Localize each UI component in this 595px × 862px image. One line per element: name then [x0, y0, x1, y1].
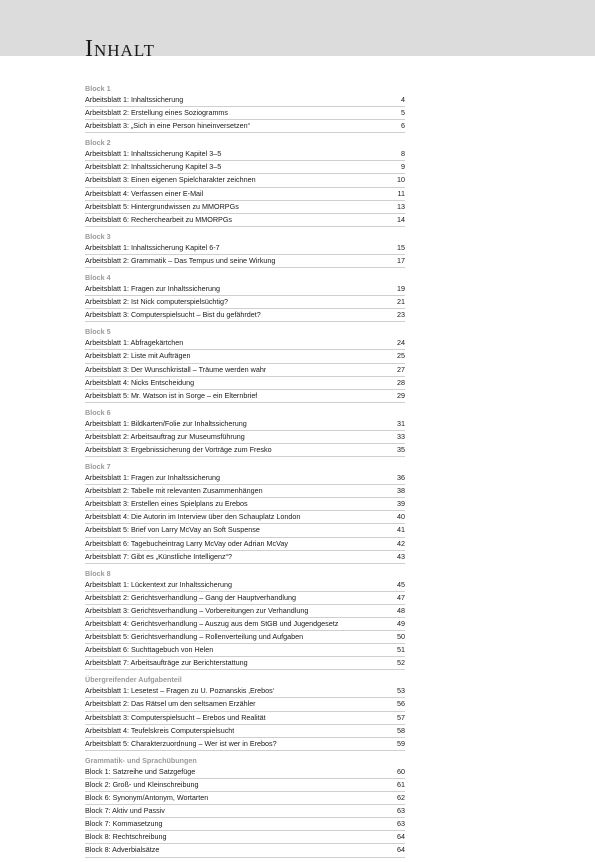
- toc-entry-page: 60: [397, 766, 405, 776]
- toc-entry-label: Arbeitsblatt 3: Computerspielsucht – Erebos und Realität: [85, 712, 266, 722]
- toc-entry[interactable]: [85, 712, 405, 725]
- toc-entry-page: 53: [397, 686, 405, 696]
- toc-entry[interactable]: [85, 644, 405, 657]
- section-title: Block 8: [85, 568, 111, 578]
- toc-entry-page: 43: [397, 551, 405, 561]
- toc-entry-label: Block 6: Synonym/Antonym, Wortarten: [85, 793, 209, 803]
- toc-entry[interactable]: [85, 350, 405, 363]
- toc-entry-label: Arbeitsblatt 3: Erstellen eines Spielplans zu Erebos: [85, 499, 248, 509]
- toc-entry[interactable]: [85, 214, 405, 227]
- toc-entry[interactable]: [85, 148, 405, 161]
- toc-entry[interactable]: [85, 766, 405, 779]
- toc-section: [85, 137, 405, 227]
- toc-entry[interactable]: [85, 188, 405, 201]
- toc-entry-label: Arbeitsblatt 2: Erstellung eines Soziogramms: [85, 108, 229, 118]
- toc-entry-label: Arbeitsblatt 2: Inhaltssicherung Kapitel 3–5: [85, 162, 222, 172]
- toc-entry-label: Arbeitsblatt 5: Brief von Larry McVay an Soft Suspense: [85, 525, 260, 535]
- toc-entry-page: 33: [397, 431, 405, 441]
- toc-entry-label: Arbeitsblatt 2: Liste mit Aufträgen: [85, 351, 191, 361]
- toc-entry[interactable]: [85, 592, 405, 605]
- toc-entry-label: Arbeitsblatt 5: Gerichtsverhandlung – Rollenverteilung und Aufgaben: [85, 632, 304, 642]
- toc-entry-page: 50: [397, 632, 405, 642]
- toc-entry-page: 41: [397, 525, 405, 535]
- toc-entry[interactable]: [85, 283, 405, 296]
- toc-entry[interactable]: [85, 120, 405, 133]
- toc-entry-label: Arbeitsblatt 7: Gibt es „Künstliche Intelligenz“?: [85, 551, 233, 561]
- toc-entry-label: Arbeitsblatt 2: Arbeitsauftrag zur Museumsführung: [85, 431, 245, 441]
- toc-entry-page: 38: [397, 486, 405, 496]
- toc-entry-page: 17: [397, 255, 405, 265]
- toc-entry-page: 57: [397, 712, 405, 722]
- toc-entry[interactable]: [85, 255, 405, 268]
- toc-entry[interactable]: [85, 242, 405, 255]
- toc-entry-label: Arbeitsblatt 6: Tagebucheintrag Larry McVay oder Adrian McVay: [85, 538, 288, 548]
- toc-entry[interactable]: [85, 418, 405, 431]
- toc-entry-label: Arbeitsblatt 2: Tabelle mit relevanten Zusammenhängen: [85, 486, 263, 496]
- toc-entry[interactable]: [85, 738, 405, 751]
- toc-section: [85, 231, 405, 268]
- toc-entry-page: 10: [397, 175, 405, 185]
- toc-entry-page: 28: [397, 377, 405, 387]
- toc-entry-page: 49: [397, 619, 405, 628]
- toc-entry-page: 51: [397, 645, 405, 655]
- toc-entry-page: 48: [397, 605, 405, 615]
- toc-entry[interactable]: [85, 472, 405, 485]
- toc-entry-page: 14: [397, 214, 405, 224]
- toc-entry[interactable]: [85, 94, 405, 107]
- toc-entry-label: Arbeitsblatt 5: Hintergrundwissen zu MMORPGs: [85, 201, 239, 211]
- toc-entry-page: 47: [397, 592, 405, 602]
- toc-entry-page: 52: [397, 658, 405, 668]
- toc-entry-label: Arbeitsblatt 1: Fragen zur Inhaltssicherung: [85, 473, 221, 483]
- toc-entry-label: Arbeitsblatt 4: Verfassen einer E-Mail: [85, 188, 204, 198]
- toc-entry-page: 64: [397, 845, 405, 855]
- toc-entry-page: 27: [397, 364, 405, 374]
- toc-entry[interactable]: [85, 390, 405, 403]
- toc-entry[interactable]: [85, 538, 405, 551]
- toc-entry-page: 15: [397, 242, 405, 252]
- toc-section: [85, 272, 405, 322]
- toc-section: [85, 461, 405, 564]
- toc-entry-page: 63: [397, 806, 405, 816]
- toc-entry-label: Arbeitsblatt 1: Bildkarten/Folie zur Inhaltssicherung: [85, 418, 247, 428]
- toc-entry-label: Arbeitsblatt 1: Lesetest – Fragen zu U. Poznanskis ‚Erebos‘: [85, 686, 275, 696]
- toc-entry[interactable]: [85, 498, 405, 511]
- toc-entry-page: 42: [397, 538, 405, 548]
- toc-entry[interactable]: [85, 779, 405, 792]
- toc-entry[interactable]: [85, 174, 405, 187]
- toc-entry-label: Block 8: Rechtschreibung: [85, 832, 167, 842]
- toc-section: [85, 755, 405, 858]
- toc-entry-label: Arbeitsblatt 3: Der Wunschkristall – Träume werden wahr: [85, 364, 267, 374]
- toc-entry-page: 63: [397, 819, 405, 829]
- toc-entry-page: 25: [397, 351, 405, 361]
- toc-entry-label: Arbeitsblatt 4: Nicks Entscheidung: [85, 377, 195, 387]
- toc-entry[interactable]: [85, 725, 405, 738]
- toc-entry-label: Arbeitsblatt 1: Inhaltssicherung Kapitel 6-7: [85, 242, 220, 252]
- toc-section: [85, 326, 405, 402]
- table-of-contents: [85, 82, 405, 862]
- toc-entry-page: 59: [397, 738, 405, 748]
- toc-entry-page: 39: [397, 499, 405, 509]
- toc-entry-label: Arbeitsblatt 6: Recherchearbeit zu MMORPGs: [85, 214, 232, 224]
- toc-entry[interactable]: [85, 337, 405, 350]
- toc-entry-label: Arbeitsblatt 6: Suchttagebuch von Helen: [85, 645, 214, 655]
- section-title: Block 6: [85, 407, 111, 417]
- toc-entry-label: Arbeitsblatt 5: Mr. Watson ist in Sorge – ein Elternbrief: [85, 390, 258, 400]
- toc-entry-page: 13: [397, 201, 405, 211]
- toc-section: [85, 674, 405, 750]
- toc-entry[interactable]: [85, 657, 405, 670]
- toc-entry-page: 45: [397, 579, 405, 589]
- toc-entry-page: 6: [401, 121, 405, 131]
- toc-entry-label: Arbeitsblatt 2: Grammatik – Das Tempus und seine Wirkung: [85, 255, 276, 265]
- toc-entry-label: Arbeitsblatt 2: Das Rätsel um den seltsamen Erzähler: [85, 699, 256, 709]
- toc-entry[interactable]: [85, 296, 405, 309]
- toc-entry-label: Arbeitsblatt 3: „Sich in eine Person hineinversetzen“: [85, 121, 251, 131]
- toc-entry[interactable]: [85, 161, 405, 174]
- toc-entry-label: Block 2: Groß- und Kleinschreibung: [85, 779, 199, 789]
- toc-entry-label: Arbeitsblatt 3: Gerichtsverhandlung – Vorbereitungen zur Verhandlung: [85, 605, 309, 615]
- toc-section: [85, 568, 405, 671]
- toc-entry-label: Arbeitsblatt 4: Teufelskreis Computerspielsucht: [85, 725, 235, 735]
- toc-entry[interactable]: [85, 698, 405, 711]
- toc-entry[interactable]: [85, 201, 405, 214]
- toc-entry[interactable]: [85, 511, 405, 524]
- section-title: Block 1: [85, 84, 111, 93]
- toc-entry[interactable]: [85, 551, 405, 564]
- toc-entry-label: Block 1: Satzreihe und Satzgefüge: [85, 766, 196, 776]
- toc-entry-page: 8: [401, 149, 405, 159]
- toc-entry[interactable]: [85, 364, 405, 377]
- toc-entry-label: Arbeitsblatt 1: Fragen zur Inhaltssicherung: [85, 284, 221, 294]
- toc-entry[interactable]: [85, 844, 405, 857]
- section-title: Block 2: [85, 138, 111, 148]
- section-title: Block 7: [85, 462, 111, 472]
- toc-entry[interactable]: [85, 618, 405, 631]
- toc-entry-label: Block 8: Adverbialsätze: [85, 845, 160, 855]
- toc-entry-label: Arbeitsblatt 3: Computerspielsucht – Bist du gefährdet?: [85, 310, 261, 320]
- toc-entry[interactable]: [85, 579, 405, 592]
- toc-entry-page: 36: [397, 473, 405, 483]
- toc-entry[interactable]: [85, 605, 405, 618]
- toc-entry-label: Arbeitsblatt 2: Gerichtsverhandlung – Gang der Hauptverhandlung: [85, 592, 296, 602]
- toc-entry-label: Arbeitsblatt 3: Einen eigenen Spielcharakter zeichnen: [85, 175, 256, 185]
- toc-entry-page: 21: [397, 297, 405, 307]
- toc-entry[interactable]: [85, 485, 405, 498]
- toc-entry-label: Arbeitsblatt 4: Gerichtsverhandlung – Auszug aus dem StGB und Jugendgesetz: [85, 619, 339, 628]
- toc-entry-label: Arbeitsblatt 4: Die Autorin im Interview über den Schauplatz London: [85, 512, 301, 522]
- section-title: Block 3: [85, 231, 111, 241]
- toc-entry-page: 62: [397, 793, 405, 803]
- toc-entry[interactable]: [85, 309, 405, 322]
- toc-entry-label: Arbeitsblatt 3: Ergebnissicherung der Vorträge zum Fresko: [85, 444, 272, 454]
- toc-entry[interactable]: [85, 831, 405, 844]
- page-title: Inhalt: [85, 36, 156, 62]
- toc-entry-page: 23: [397, 310, 405, 320]
- toc-entry-label: Arbeitsblatt 7: Arbeitsaufträge zur Berichterstattung: [85, 658, 248, 668]
- section-title: Übergreifender Aufgabenteil: [85, 675, 182, 685]
- section-title: Block 4: [85, 273, 111, 283]
- toc-entry-page: 11: [397, 188, 405, 198]
- toc-entry-label: Block 7: Aktiv und Passiv: [85, 806, 165, 816]
- toc-entry-page: 58: [397, 725, 405, 735]
- toc-entry[interactable]: [85, 524, 405, 537]
- toc-entry[interactable]: [85, 107, 405, 120]
- toc-entry-label: Arbeitsblatt 1: Abfragekärtchen: [85, 338, 184, 348]
- toc-entry-page: 4: [401, 95, 405, 104]
- toc-section: [85, 407, 405, 457]
- toc-entry-page: 29: [397, 390, 405, 400]
- section-title: Grammatik- und Sprachübungen: [85, 755, 197, 765]
- toc-entry-label: Block 7: Kommasetzung: [85, 819, 163, 829]
- toc-entry-page: 19: [397, 284, 405, 294]
- section-title: Block 5: [85, 327, 111, 337]
- toc-entry-page: 35: [397, 444, 405, 454]
- toc-entry[interactable]: [85, 377, 405, 390]
- toc-entry-page: 64: [397, 832, 405, 842]
- toc-entry-page: 61: [397, 779, 405, 789]
- toc-entry-label: Arbeitsblatt 1: Inhaltssicherung Kapitel 3–5: [85, 149, 222, 159]
- toc-entry[interactable]: [85, 431, 405, 444]
- toc-entry[interactable]: [85, 685, 405, 698]
- toc-entry-page: 9: [401, 162, 405, 172]
- toc-entry-label: Arbeitsblatt 1: Lückentext zur Inhaltssicherung: [85, 579, 233, 589]
- toc-entry-page: 40: [397, 512, 405, 522]
- toc-entry-label: Arbeitsblatt 5: Charakterzuordnung – Wer ist wer in Erebos?: [85, 738, 277, 748]
- toc-entry[interactable]: [85, 631, 405, 644]
- toc-entry-page: 24: [397, 338, 405, 348]
- toc-entry[interactable]: [85, 444, 405, 457]
- toc-entry-label: Arbeitsblatt 2: Ist Nick computerspielsüchtig?: [85, 297, 229, 307]
- toc-entry-label: Arbeitsblatt 1: Inhaltssicherung: [85, 95, 184, 104]
- toc-entry-page: 31: [397, 418, 405, 428]
- toc-entry[interactable]: [85, 805, 405, 818]
- toc-entry[interactable]: [85, 818, 405, 831]
- toc-entry[interactable]: [85, 792, 405, 805]
- toc-entry-page: 56: [397, 699, 405, 709]
- toc-entry-page: 5: [401, 108, 405, 118]
- toc-section: [85, 83, 405, 133]
